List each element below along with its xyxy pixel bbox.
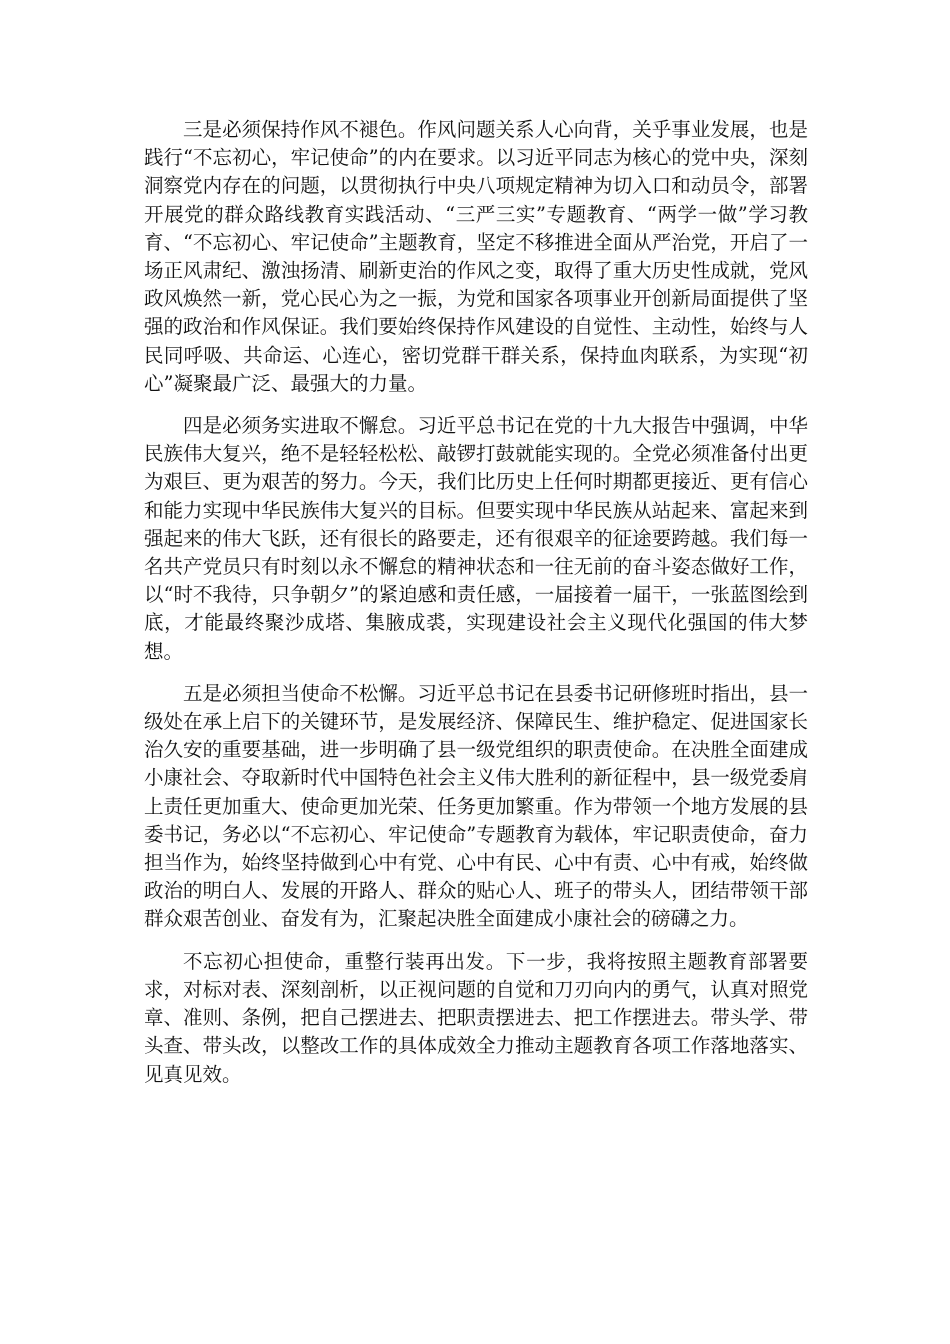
document-body xyxy=(144,116,808,1103)
paragraph-style-of-work: 三是必须保持作风不褪色。作风问题关系人心向背，关乎事业发展，也是践行“不忘初心，牢记使命”的内在要求。以习近平同志为核心的党中央，深刻洞察党内存在的问题，以贯彻执行中央八项规定精神为切入口和动员令，部署开展党的群众路线教育实践活动、“三严三实”专题教育、“两学一做”学习教育、“不忘初心、牢记使命”主题教育，坚定不移推进全面从严治党，开启了一场正风肃纪、激浊扬清、刷新吏治的作风之变，取得了重大历史性成就，党风政风焕然一新，党心民心为之一振，为党和国家各项事业开创新局面提供了坚强的政治和作风保证。我们要始终保持作风建设的自觉性、主动性，始终与人民同呼吸、共命运、心连心，密切党群干群关系，保持血肉联系，为实现“初心”凝聚最广泛、最强大的力量。 xyxy=(144,118,808,395)
paragraph-take-on-mission: 五是必须担当使命不松懈。习近平总书记在县委书记研修班时指出，县一级处在承上启下的关键环节，是发展经济、保障民生、维护稳定、促进国家长治久安的重要基础，进一步明确了县一级党组织的职责使命。在决胜全面建成小康社会、夺取新时代中国特色社会主义伟大胜利的新征程中，县一级党委肩上责任更加重大、使命更加光荣、任务更加繁重。作为带领一个地方发展的县委书记，务必以“不忘初心、牢记使命”专题教育为载体，牢记职责使命，奋力担当作为，始终坚持做到心中有党、心中有民、心中有责、心中有戒，始终做政治的明白人、发展的开路人、群众的贴心人、班子的带头人，团结带领干部群众艰苦创业、奋发有为，汇聚起决胜全面建成小康社会的磅礴之力。 xyxy=(144,681,808,931)
paragraph-conclusion: 不忘初心担使命，重整行装再出发。下一步，我将按照主题教育部署要求，对标对表、深刻剖析，以正视问题的自觉和刀刃向内的勇气，认真对照党章、准则、条例，把自己摆进去、把职责摆进去、把工作摆进去。带头学、带头查、带头改，以整改工作的具体成效全力推动主题教育各项工作落地落实、见真见效。 xyxy=(144,949,808,1086)
paragraph-pragmatic-progress: 四是必须务实进取不懈怠。习近平总书记在党的十九大报告中强调，中华民族伟大复兴，绝不是轻轻松松、敲锣打鼓就能实现的。全党必须准备付出更为艰巨、更为艰苦的努力。今天，我们比历史上任何时期都更接近、更有信心和能力实现中华民族伟大复兴的目标。但要实现中华民族从站起来、富起来到强起来的伟大飞跃，还有很长的路要走，还有很艰辛的征途要跨越。我们每一名共产党员只有时刻以永不懈怠的精神状态和一往无前的奋斗姿态做好工作，以“时不我待，只争朝夕”的紧迫感和责任感，一届接着一届干，一张蓝图绘到底，才能最终聚沙成塔、集腋成裘，实现建设社会主义现代化强国的伟大梦想。 xyxy=(144,414,808,663)
